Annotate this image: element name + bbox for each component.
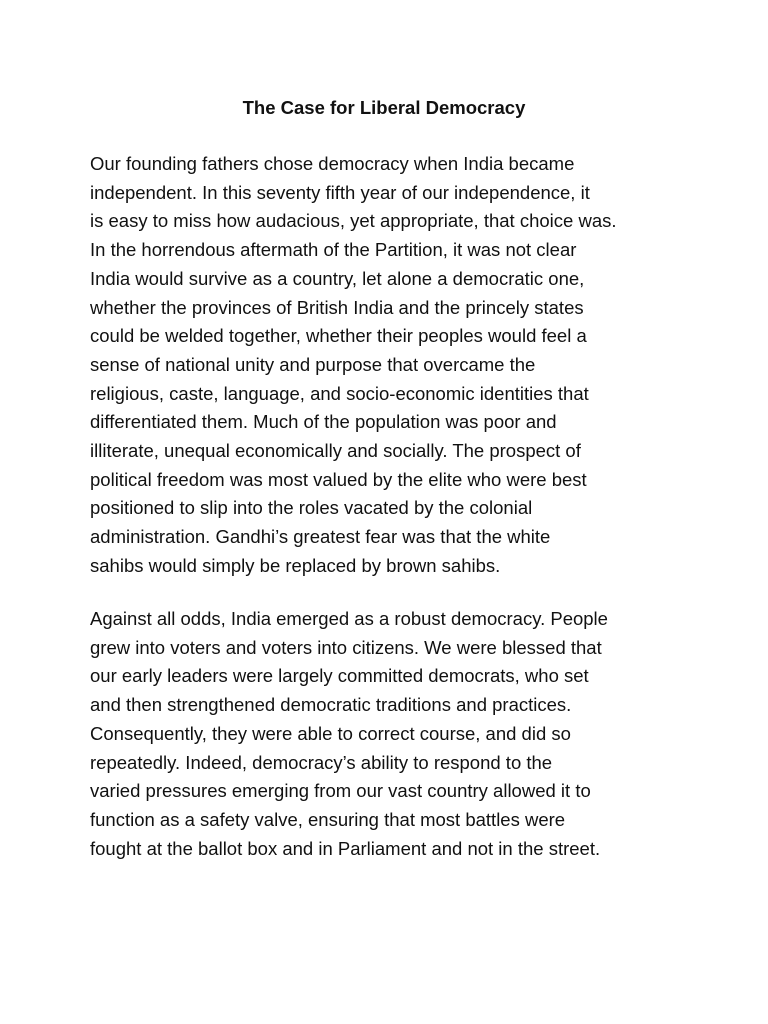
text-line: illiterate, unequal economically and socially. The prospect of — [90, 440, 581, 462]
text-line: grew into voters and voters into citizens. We were blessed that — [90, 636, 602, 658]
text-line: sahibs would simply be replaced by brown sahibs. — [90, 554, 501, 576]
text-line: positioned to slip into the roles vacated by the colonial — [90, 497, 533, 519]
text-line: could be welded together, whether their peoples would feel a — [90, 325, 587, 347]
text-line: varied pressures emerging from our vast country allowed it to — [90, 780, 591, 802]
text-line: independent. In this seventy fifth year of our independence, it — [90, 181, 590, 203]
text-line: political freedom was most valued by the elite who were best — [90, 468, 587, 490]
text-line: religious, caste, language, and socio-economic identities that — [90, 382, 589, 404]
text-line: and then strengthened democratic traditions and practices. — [90, 694, 572, 716]
text-line: India would survive as a country, let alone a democratic one, — [90, 267, 585, 289]
text-line: is easy to miss how audacious, yet appropriate, that choice was. — [90, 210, 617, 232]
paragraph — [90, 150, 710, 581]
text-line: Against all odds, India emerged as a robust democracy. People — [90, 608, 608, 629]
text-line: administration. Gandhi’s greatest fear was that the white — [90, 526, 551, 548]
paragraph — [90, 605, 710, 863]
text-line: In the horrendous aftermath of the Partition, it was not clear — [90, 239, 577, 261]
text-line: fought at the ballot box and in Parliament and not in the street. — [90, 837, 601, 859]
text-line: whether the provinces of British India and the princely states — [90, 296, 584, 318]
text-line: differentiated them. Much of the population was poor and — [90, 411, 557, 433]
text-line: sense of national unity and purpose that overcame the — [90, 353, 536, 375]
text-line: Our founding fathers chose democracy when India became — [90, 153, 575, 174]
text-line: repeatedly. Indeed, democracy’s ability to respond to the — [90, 751, 553, 773]
text-line: Consequently, they were able to correct course, and did so — [90, 722, 571, 744]
document-title: The Case for Liberal Democracy — [242, 97, 526, 118]
text-line: function as a safety valve, ensuring that most battles were — [90, 808, 566, 830]
text-line: our early leaders were largely committed democrats, who set — [90, 665, 589, 687]
